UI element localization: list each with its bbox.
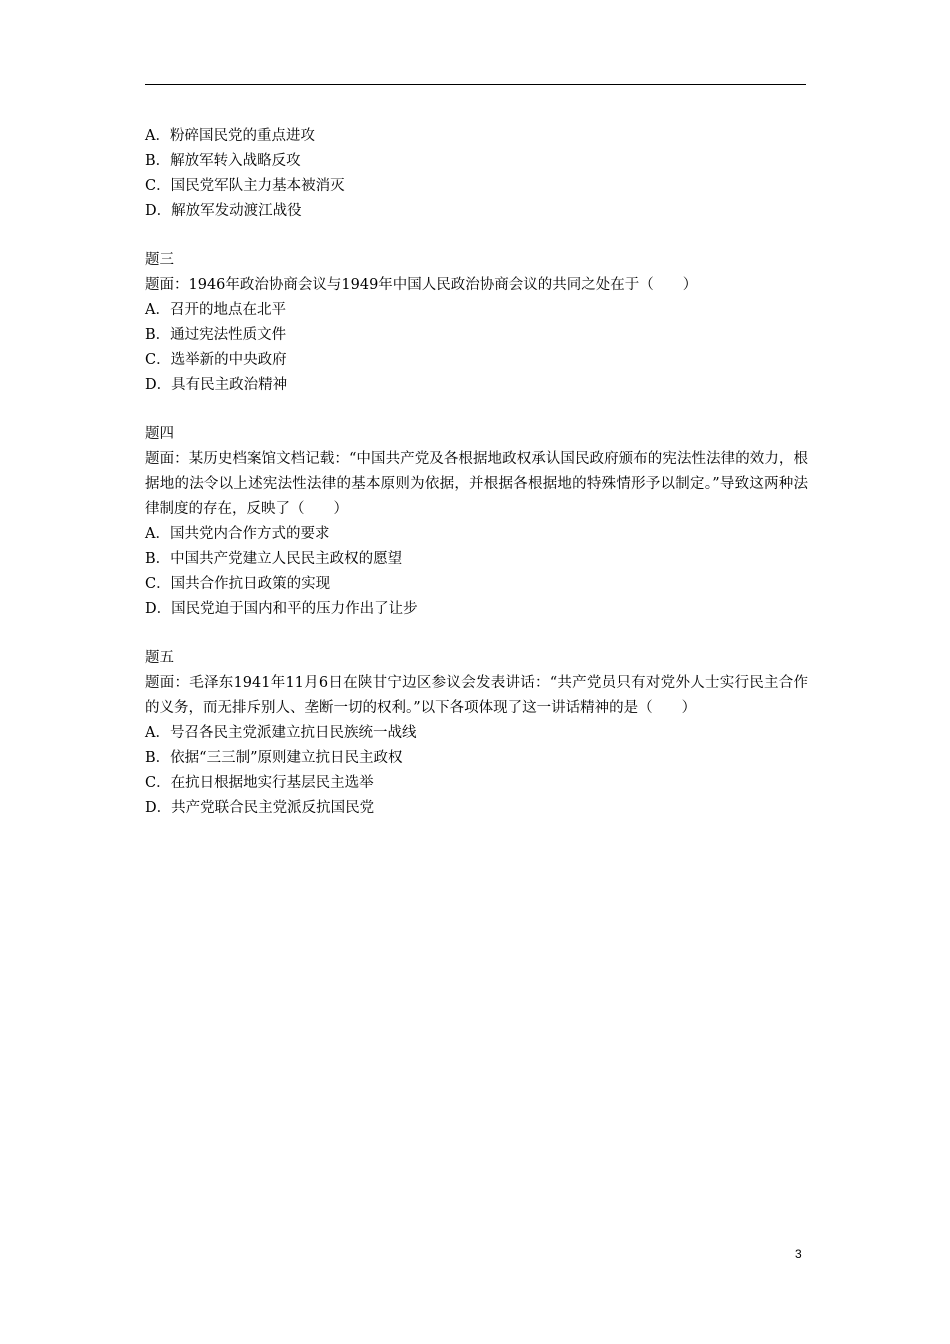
option-a: A．粉碎国民党的重点进攻 — [145, 128, 315, 144]
option-c: C．在抗日根据地实行基层民主选举 — [145, 775, 374, 791]
question-title: 题四 — [145, 426, 174, 442]
question-stem: 题面：1946年政治协商会议与1949年中国人民政治协商会议的共同之处在于（ ） — [145, 277, 698, 293]
question-4 — [145, 422, 808, 622]
option-c: C．国民党军队主力基本被消灭 — [145, 178, 345, 194]
option-d: D．国民党迫于国内和平的压力作出了让步 — [145, 601, 418, 617]
option-b: B．通过宪法性质文件 — [145, 327, 287, 343]
option-a: A．国共党内合作方式的要求 — [145, 526, 330, 542]
option-a: A．召开的地点在北平 — [145, 302, 286, 318]
option-c: C．选举新的中央政府 — [145, 352, 287, 368]
question-title: 题五 — [145, 650, 174, 666]
question-3 — [145, 248, 808, 398]
question-5 — [145, 646, 808, 821]
header-rule — [145, 84, 806, 85]
option-b: B．中国共产党建立人民民主政权的愿望 — [145, 551, 403, 567]
question-title: 题三 — [145, 252, 174, 268]
option-a: A．号召各民主党派建立抗日民族统一战线 — [145, 725, 417, 741]
question-2-options — [145, 124, 808, 224]
question-stem: 题面：某历史档案馆文档记载：“中国共产党及各根据地政权承认国民政府颁布的宪法性法律的效力，根据地的法令以上述宪法性法律的基本原则为依据，并根据各根据地的特殊情形予以制定。”导致这两种法律制度的存在，反映了（ ） — [145, 451, 808, 517]
option-d: D．具有民主政治精神 — [145, 377, 288, 393]
option-d: D．解放军发动渡江战役 — [145, 203, 302, 219]
option-c: C．国共合作抗日政策的实现 — [145, 576, 331, 592]
option-b: B．依据“三三制”原则建立抗日民主政权 — [145, 750, 403, 766]
question-stem: 题面：毛泽东1941年11月6日在陕甘宁边区参议会发表讲话：“共产党员只有对党外人士实行民主合作的义务，而无排斥别人、垄断一切的权利。”以下各项体现了这一讲话精神的是（ ） — [145, 675, 808, 716]
page-number: 3 — [795, 1247, 802, 1261]
option-b: B．解放军转入战略反攻 — [145, 153, 301, 169]
option-d: D．共产党联合民主党派反抗国民党 — [145, 800, 375, 816]
